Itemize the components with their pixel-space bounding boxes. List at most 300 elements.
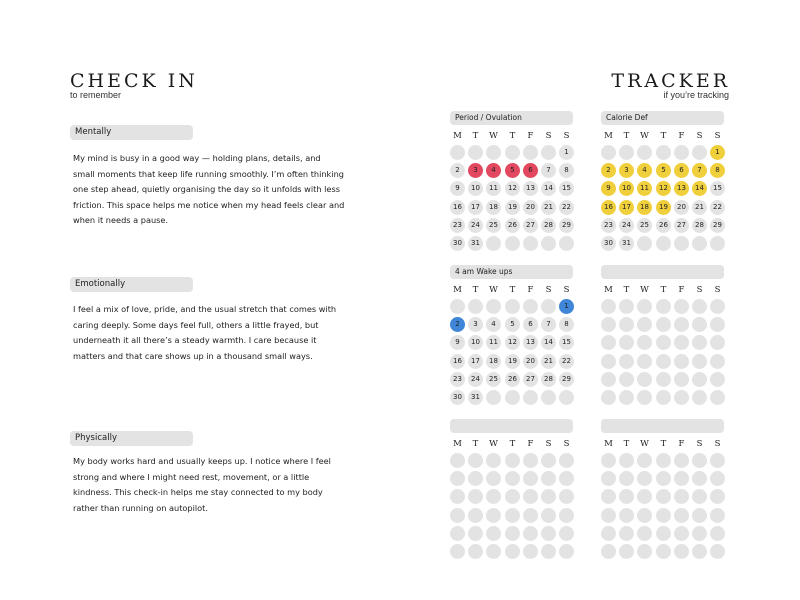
day-cell[interactable]: 3 (468, 317, 483, 332)
weekday-label: M (604, 439, 613, 449)
empty-day-cell[interactable] (637, 299, 652, 314)
empty-day-cell[interactable] (450, 299, 465, 314)
empty-day-cell[interactable] (559, 544, 574, 559)
empty-day-cell[interactable] (601, 544, 616, 559)
day-cell[interactable]: 27 (523, 372, 538, 387)
day-cell[interactable]: 21 (541, 354, 556, 369)
empty-day-cell[interactable] (637, 317, 652, 332)
empty-day-cell[interactable] (674, 453, 689, 468)
empty-day-cell[interactable] (486, 508, 501, 523)
day-cell[interactable]: 12 (505, 181, 520, 196)
empty-day-cell[interactable] (710, 299, 725, 314)
day-cell[interactable]: 17 (619, 200, 634, 215)
empty-day-cell[interactable] (656, 299, 671, 314)
empty-day-cell[interactable] (450, 471, 465, 486)
day-cell[interactable]: 26 (505, 218, 520, 233)
day-cell[interactable]: 8 (710, 163, 725, 178)
day-cell[interactable]: 6 (523, 163, 538, 178)
day-cell[interactable]: 28 (541, 218, 556, 233)
weekday-label: F (527, 131, 534, 141)
empty-day-cell[interactable] (559, 508, 574, 523)
empty-day-cell[interactable] (710, 489, 725, 504)
weekday-label: T (509, 439, 516, 449)
empty-day-cell[interactable] (505, 526, 520, 541)
empty-day-cell[interactable] (450, 526, 465, 541)
empty-day-cell[interactable] (656, 317, 671, 332)
empty-day-cell[interactable] (619, 299, 634, 314)
empty-day-cell[interactable] (601, 453, 616, 468)
empty-day-cell[interactable] (656, 453, 671, 468)
day-cell[interactable]: 16 (601, 200, 616, 215)
empty-day-cell[interactable] (692, 544, 707, 559)
day-cell[interactable]: 2 (450, 317, 465, 332)
weekday-label: T (472, 131, 479, 141)
empty-day-cell[interactable] (656, 508, 671, 523)
empty-day-cell[interactable] (523, 299, 538, 314)
day-cell[interactable]: 25 (637, 218, 652, 233)
empty-day-cell[interactable] (559, 489, 574, 504)
weekday-label: S (696, 285, 703, 295)
empty-day-cell[interactable] (523, 489, 538, 504)
day-cell[interactable]: 16 (450, 354, 465, 369)
day-cell[interactable]: 20 (523, 354, 538, 369)
weekday-label: T (623, 439, 630, 449)
weekday-label: S (696, 131, 703, 141)
empty-day-cell[interactable] (468, 145, 483, 160)
day-cell[interactable]: 16 (450, 200, 465, 215)
day-cell[interactable]: 19 (656, 200, 671, 215)
empty-day-cell[interactable] (505, 471, 520, 486)
empty-day-cell[interactable] (468, 526, 483, 541)
empty-day-cell[interactable] (710, 372, 725, 387)
empty-day-cell[interactable] (710, 508, 725, 523)
day-cell[interactable]: 31 (619, 236, 634, 251)
weekday-label: F (527, 439, 534, 449)
empty-day-cell[interactable] (710, 236, 725, 251)
empty-day-cell[interactable] (541, 508, 556, 523)
empty-day-cell[interactable] (637, 145, 652, 160)
day-cell[interactable]: 7 (541, 317, 556, 332)
empty-day-cell[interactable] (559, 236, 574, 251)
empty-day-cell[interactable] (710, 335, 725, 350)
weekday-label: T (472, 285, 479, 295)
empty-day-cell[interactable] (450, 453, 465, 468)
empty-day-cell[interactable] (692, 453, 707, 468)
empty-day-cell[interactable] (710, 526, 725, 541)
empty-day-cell[interactable] (656, 335, 671, 350)
empty-day-cell[interactable] (486, 236, 501, 251)
day-cell[interactable]: 13 (674, 181, 689, 196)
empty-day-cell[interactable] (559, 526, 574, 541)
day-cell[interactable]: 7 (541, 163, 556, 178)
day-cell[interactable]: 2 (601, 163, 616, 178)
empty-day-cell[interactable] (692, 317, 707, 332)
day-cell[interactable]: 20 (674, 200, 689, 215)
day-cell[interactable]: 23 (601, 218, 616, 233)
empty-day-cell[interactable] (601, 508, 616, 523)
day-cell[interactable]: 30 (601, 236, 616, 251)
empty-day-cell[interactable] (692, 335, 707, 350)
weekday-label: M (453, 439, 462, 449)
empty-day-cell[interactable] (619, 372, 634, 387)
empty-day-cell[interactable] (601, 317, 616, 332)
empty-day-cell[interactable] (601, 471, 616, 486)
empty-day-cell[interactable] (559, 390, 574, 405)
empty-day-cell[interactable] (559, 453, 574, 468)
day-cell[interactable]: 19 (505, 200, 520, 215)
empty-day-cell[interactable] (674, 471, 689, 486)
weekday-label: S (545, 285, 552, 295)
empty-day-cell[interactable] (486, 453, 501, 468)
weekday-label: T (660, 131, 667, 141)
day-cell[interactable]: 3 (619, 163, 634, 178)
empty-day-cell[interactable] (692, 471, 707, 486)
section-label-mentally: Mentally (70, 125, 193, 140)
empty-day-cell[interactable] (541, 489, 556, 504)
weekday-label: T (660, 285, 667, 295)
day-cell[interactable]: 29 (710, 218, 725, 233)
day-cell[interactable]: 22 (559, 200, 574, 215)
empty-day-cell[interactable] (692, 145, 707, 160)
empty-day-cell[interactable] (505, 236, 520, 251)
tracker-title: TRACKER (611, 70, 730, 92)
day-cell[interactable]: 9 (450, 181, 465, 196)
page-title: CHECK IN (70, 70, 198, 92)
day-cell[interactable]: 26 (656, 218, 671, 233)
empty-day-cell[interactable] (619, 453, 634, 468)
empty-day-cell[interactable] (692, 299, 707, 314)
day-cell[interactable]: 1 (710, 145, 725, 160)
empty-day-cell[interactable] (523, 471, 538, 486)
day-cell[interactable]: 12 (505, 335, 520, 350)
empty-day-cell[interactable] (601, 145, 616, 160)
empty-day-cell[interactable] (468, 508, 483, 523)
day-cell[interactable]: 1 (559, 299, 574, 314)
empty-day-cell[interactable] (674, 317, 689, 332)
day-cell[interactable]: 24 (619, 218, 634, 233)
empty-day-cell[interactable] (541, 145, 556, 160)
day-cell[interactable]: 5 (505, 163, 520, 178)
day-cell[interactable]: 20 (523, 200, 538, 215)
empty-day-cell[interactable] (656, 489, 671, 504)
day-cell[interactable]: 30 (450, 236, 465, 251)
empty-day-cell[interactable] (601, 335, 616, 350)
weekday-label: F (678, 285, 685, 295)
empty-day-cell[interactable] (450, 145, 465, 160)
day-cell[interactable]: 30 (450, 390, 465, 405)
empty-day-cell[interactable] (637, 489, 652, 504)
empty-day-cell[interactable] (692, 508, 707, 523)
weekday-label: T (472, 439, 479, 449)
empty-day-cell[interactable] (505, 544, 520, 559)
empty-day-cell[interactable] (468, 471, 483, 486)
day-cell[interactable]: 9 (450, 335, 465, 350)
empty-day-cell[interactable] (486, 145, 501, 160)
empty-day-cell[interactable] (692, 489, 707, 504)
day-cell[interactable]: 17 (468, 200, 483, 215)
day-cell[interactable]: 18 (637, 200, 652, 215)
empty-day-cell[interactable] (523, 453, 538, 468)
day-cell[interactable]: 12 (656, 181, 671, 196)
day-cell[interactable]: 1 (559, 145, 574, 160)
day-cell[interactable]: 11 (637, 181, 652, 196)
empty-day-cell[interactable] (692, 236, 707, 251)
day-cell[interactable]: 21 (541, 200, 556, 215)
empty-day-cell[interactable] (637, 390, 652, 405)
empty-day-cell[interactable] (674, 236, 689, 251)
empty-day-cell[interactable] (505, 453, 520, 468)
day-cell[interactable]: 25 (486, 218, 501, 233)
empty-day-cell[interactable] (637, 471, 652, 486)
day-cell[interactable]: 27 (523, 218, 538, 233)
weekday-label: T (509, 285, 516, 295)
weekday-label: S (696, 439, 703, 449)
tracker-subtitle: if you’re tracking (663, 90, 729, 100)
weekday-label: T (509, 131, 516, 141)
day-cell[interactable]: 3 (468, 163, 483, 178)
day-cell[interactable]: 5 (505, 317, 520, 332)
weekday-header (450, 130, 576, 142)
empty-day-cell[interactable] (541, 471, 556, 486)
empty-day-cell[interactable] (674, 508, 689, 523)
weekday-label: F (678, 131, 685, 141)
empty-day-cell[interactable] (619, 489, 634, 504)
day-cell[interactable]: 28 (541, 372, 556, 387)
day-cell[interactable]: 24 (468, 218, 483, 233)
day-cell[interactable]: 23 (450, 372, 465, 387)
day-cell[interactable]: 15 (710, 181, 725, 196)
day-cell[interactable]: 13 (523, 181, 538, 196)
tracker-title-label (601, 419, 724, 433)
empty-day-cell[interactable] (468, 544, 483, 559)
day-cell[interactable]: 14 (692, 181, 707, 196)
weekday-label: S (714, 131, 721, 141)
empty-day-cell[interactable] (619, 544, 634, 559)
day-cell[interactable]: 25 (486, 372, 501, 387)
empty-day-cell[interactable] (710, 453, 725, 468)
empty-day-cell[interactable] (656, 354, 671, 369)
day-cell[interactable]: 15 (559, 335, 574, 350)
empty-day-cell[interactable] (468, 489, 483, 504)
day-cell[interactable]: 11 (486, 181, 501, 196)
day-cell[interactable]: 23 (450, 218, 465, 233)
section-text-emotionally: I feel a mix of love, pride, and the usual stretch that comes with caring deeply. Some days feel full, others a little frayed, but underneath it all there’s a steady warmth. I care because it matters and that care shows up in a thousand small ways. (73, 304, 337, 361)
empty-day-cell[interactable] (674, 354, 689, 369)
empty-day-cell[interactable] (619, 390, 634, 405)
empty-day-cell[interactable] (710, 354, 725, 369)
section-text-physically: My body works hard and usually keeps up. I notice where I feel strong and where I might need rest, movement, or a little kindness. This check-in helps me stay connected to my body rather than running on autopilot. (73, 456, 331, 513)
empty-day-cell[interactable] (505, 145, 520, 160)
empty-day-cell[interactable] (505, 489, 520, 504)
empty-day-cell[interactable] (619, 508, 634, 523)
weekday-label: M (453, 131, 462, 141)
empty-day-cell[interactable] (619, 145, 634, 160)
empty-day-cell[interactable] (674, 372, 689, 387)
empty-day-cell[interactable] (601, 354, 616, 369)
day-cell[interactable]: 29 (559, 218, 574, 233)
day-cell[interactable]: 21 (692, 200, 707, 215)
empty-day-cell[interactable] (656, 526, 671, 541)
empty-day-cell[interactable] (619, 335, 634, 350)
empty-day-cell[interactable] (637, 526, 652, 541)
weekday-label: W (489, 285, 498, 295)
empty-day-cell[interactable] (710, 390, 725, 405)
empty-day-cell[interactable] (656, 236, 671, 251)
empty-day-cell[interactable] (674, 526, 689, 541)
empty-day-cell[interactable] (450, 508, 465, 523)
empty-day-cell[interactable] (468, 299, 483, 314)
empty-day-cell[interactable] (619, 526, 634, 541)
day-cell[interactable]: 6 (523, 317, 538, 332)
day-cell[interactable]: 14 (541, 335, 556, 350)
day-cell[interactable]: 9 (601, 181, 616, 196)
empty-day-cell[interactable] (656, 145, 671, 160)
empty-day-cell[interactable] (710, 471, 725, 486)
day-cell[interactable]: 13 (523, 335, 538, 350)
empty-day-cell[interactable] (486, 390, 501, 405)
empty-day-cell[interactable] (523, 508, 538, 523)
empty-day-cell[interactable] (656, 471, 671, 486)
empty-day-cell[interactable] (541, 544, 556, 559)
empty-day-cell[interactable] (692, 354, 707, 369)
day-cell[interactable]: 18 (486, 200, 501, 215)
empty-day-cell[interactable] (486, 471, 501, 486)
day-cell[interactable]: 15 (559, 181, 574, 196)
weekday-header (450, 284, 576, 296)
empty-day-cell[interactable] (559, 471, 574, 486)
empty-day-cell[interactable] (505, 390, 520, 405)
empty-day-cell[interactable] (674, 299, 689, 314)
day-cell[interactable]: 29 (559, 372, 574, 387)
empty-day-cell[interactable] (450, 489, 465, 504)
empty-day-cell[interactable] (637, 335, 652, 350)
empty-day-cell[interactable] (541, 299, 556, 314)
day-cell[interactable]: 8 (559, 163, 574, 178)
day-cell[interactable]: 31 (468, 236, 483, 251)
empty-day-cell[interactable] (692, 390, 707, 405)
day-cell[interactable]: 22 (710, 200, 725, 215)
empty-day-cell[interactable] (637, 508, 652, 523)
day-cell[interactable]: 4 (637, 163, 652, 178)
day-cell[interactable]: 24 (468, 372, 483, 387)
empty-day-cell[interactable] (523, 544, 538, 559)
empty-day-cell[interactable] (637, 453, 652, 468)
empty-day-cell[interactable] (692, 526, 707, 541)
section-label-emotionally: Emotionally (70, 277, 193, 292)
empty-day-cell[interactable] (505, 508, 520, 523)
day-cell[interactable]: 18 (486, 354, 501, 369)
day-cell[interactable]: 27 (674, 218, 689, 233)
weekday-label: S (714, 285, 721, 295)
empty-day-cell[interactable] (674, 489, 689, 504)
weekday-header (601, 438, 727, 450)
day-cell[interactable]: 4 (486, 163, 501, 178)
tracker-title-label: Calorie Def (601, 111, 724, 125)
weekday-label: W (640, 131, 649, 141)
empty-day-cell[interactable] (450, 544, 465, 559)
page-subtitle: to remember (70, 90, 122, 100)
empty-day-cell[interactable] (541, 390, 556, 405)
empty-day-cell[interactable] (523, 236, 538, 251)
empty-day-cell[interactable] (541, 526, 556, 541)
empty-day-cell[interactable] (692, 372, 707, 387)
empty-day-cell[interactable] (656, 544, 671, 559)
empty-day-cell[interactable] (674, 544, 689, 559)
empty-day-cell[interactable] (656, 390, 671, 405)
empty-day-cell[interactable] (619, 317, 634, 332)
empty-day-cell[interactable] (619, 354, 634, 369)
empty-day-cell[interactable] (486, 526, 501, 541)
empty-day-cell[interactable] (601, 390, 616, 405)
empty-day-cell[interactable] (674, 335, 689, 350)
day-cell[interactable]: 14 (541, 181, 556, 196)
tracker-title-label: 4 am Wake ups (450, 265, 573, 279)
day-cell[interactable]: 4 (486, 317, 501, 332)
weekday-label: W (489, 131, 498, 141)
empty-day-cell[interactable] (656, 372, 671, 387)
empty-day-cell[interactable] (468, 453, 483, 468)
day-cell[interactable]: 10 (619, 181, 634, 196)
weekday-label: W (489, 439, 498, 449)
empty-day-cell[interactable] (619, 471, 634, 486)
section-text-mentally: My mind is busy in a good way — holding plans, details, and small moments that keep life running smoothly. I’m often thinking one step ahead, quietly organising the day so it unfolds with less friction. This space helps me notice when my head feels clear and when it needs a pause. (73, 153, 345, 225)
day-cell[interactable]: 28 (692, 218, 707, 233)
day-cell[interactable]: 6 (674, 163, 689, 178)
empty-day-cell[interactable] (710, 317, 725, 332)
day-cell[interactable]: 10 (468, 181, 483, 196)
weekday-label: S (545, 439, 552, 449)
day-cell[interactable]: 10 (468, 335, 483, 350)
empty-day-cell[interactable] (710, 544, 725, 559)
day-cell[interactable]: 19 (505, 354, 520, 369)
day-cell[interactable]: 2 (450, 163, 465, 178)
weekday-label: M (604, 131, 613, 141)
day-cell[interactable]: 17 (468, 354, 483, 369)
empty-day-cell[interactable] (486, 489, 501, 504)
empty-day-cell[interactable] (541, 236, 556, 251)
weekday-header (601, 130, 727, 142)
day-cell[interactable]: 8 (559, 317, 574, 332)
empty-day-cell[interactable] (541, 453, 556, 468)
empty-day-cell[interactable] (523, 526, 538, 541)
day-cell[interactable]: 7 (692, 163, 707, 178)
empty-day-cell[interactable] (601, 489, 616, 504)
empty-day-cell[interactable] (486, 299, 501, 314)
empty-day-cell[interactable] (601, 299, 616, 314)
weekday-header (450, 438, 576, 450)
empty-day-cell[interactable] (486, 544, 501, 559)
empty-day-cell[interactable] (674, 390, 689, 405)
empty-day-cell[interactable] (601, 372, 616, 387)
empty-day-cell[interactable] (505, 299, 520, 314)
empty-day-cell[interactable] (637, 544, 652, 559)
tracker-title-label (450, 419, 573, 433)
weekday-label: S (545, 131, 552, 141)
empty-day-cell[interactable] (637, 236, 652, 251)
empty-day-cell[interactable] (523, 145, 538, 160)
day-cell[interactable]: 11 (486, 335, 501, 350)
weekday-label: M (453, 285, 462, 295)
day-cell[interactable]: 22 (559, 354, 574, 369)
day-cell[interactable]: 31 (468, 390, 483, 405)
empty-day-cell[interactable] (674, 145, 689, 160)
empty-day-cell[interactable] (637, 354, 652, 369)
empty-day-cell[interactable] (523, 390, 538, 405)
empty-day-cell[interactable] (637, 372, 652, 387)
empty-day-cell[interactable] (601, 526, 616, 541)
day-cell[interactable]: 5 (656, 163, 671, 178)
day-cell[interactable]: 26 (505, 372, 520, 387)
